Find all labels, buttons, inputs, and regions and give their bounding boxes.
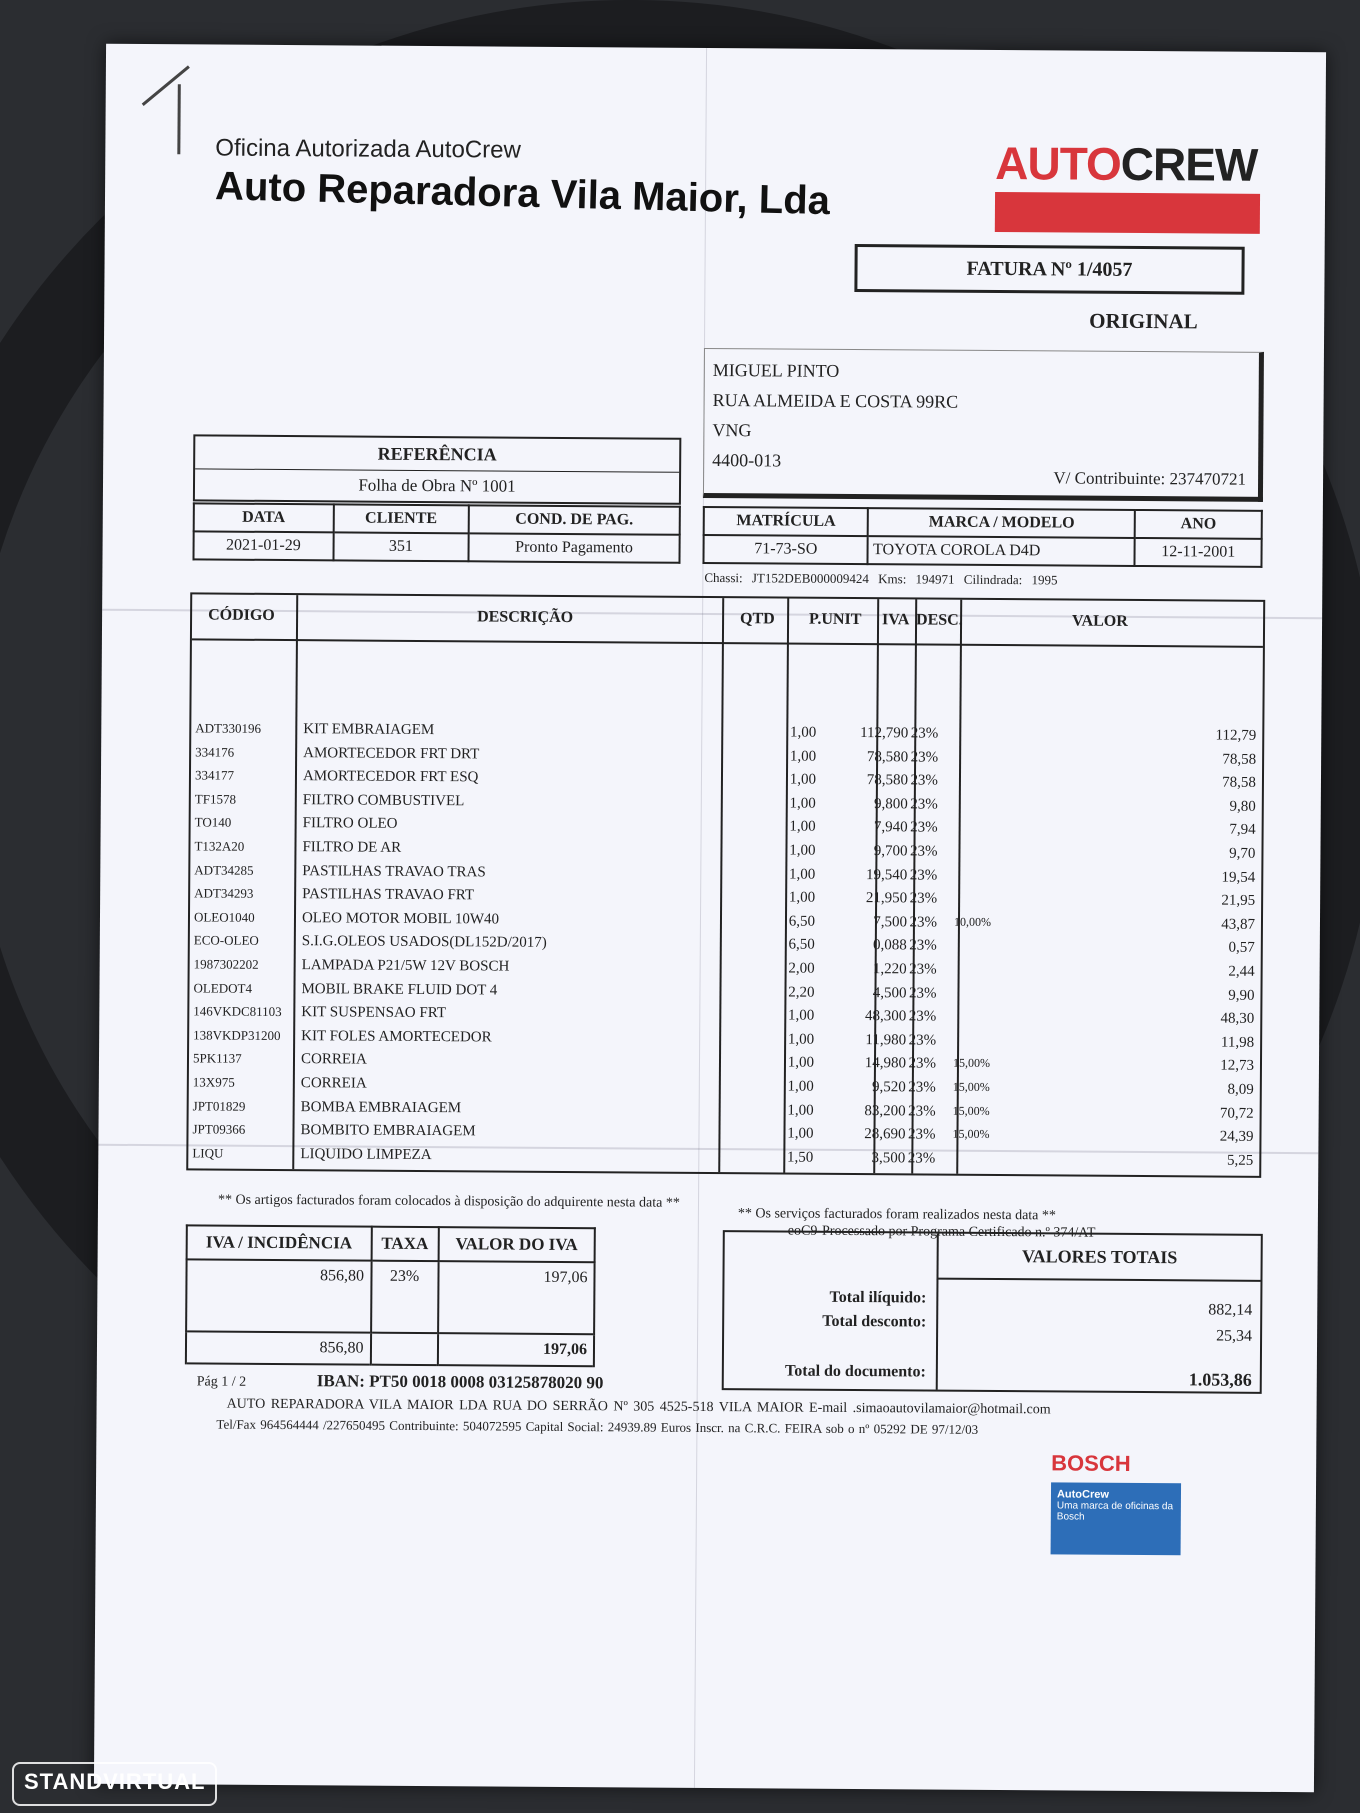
autocrew-logo (995, 136, 1266, 234)
item-code: 13X975 (192, 1074, 235, 1090)
vat-value: 197,06 (438, 1261, 595, 1334)
totals-divider (936, 1278, 939, 1390)
item-value: 8,09 (1227, 1081, 1254, 1098)
item-value: 43,87 (1221, 916, 1256, 933)
item-description: CORREIA (300, 1075, 367, 1092)
item-discount: 15,00% (952, 1079, 990, 1094)
vat-summary-table (185, 1224, 596, 1367)
item-vat: 23% (909, 843, 938, 860)
item-description: FILTRO DE AR (302, 839, 402, 856)
item-value: 70,72 (1219, 1105, 1254, 1122)
item-vat: 23% (909, 961, 937, 978)
item-qty: 2,00 (788, 960, 815, 977)
item-value: 9,90 (1228, 987, 1255, 1004)
item-value: 0,57 (1228, 940, 1255, 957)
totals-box (722, 1230, 1263, 1394)
item-unit-price: 0,088 (873, 937, 907, 954)
item-unit-price: 48,300 (865, 1008, 907, 1025)
footer-registration: Tel/Fax 964564444 /227650495 Contribuinte: 504072595 Capital Social: 24939.89 Euros Inscr. na C.R.C. FEIRA sob o nº 05292 DE 97/12/03 (216, 1416, 979, 1437)
item-value: 21,95 (1221, 892, 1256, 909)
discount-header: DESC. (916, 611, 963, 629)
services-note: ** Os serviços facturados foram realizados nesta data ** (737, 1206, 1056, 1224)
client-contributor: V/ Contribuinte: 237470721 (1053, 468, 1247, 489)
item-code: JPT09366 (192, 1121, 246, 1137)
client-box (703, 348, 1264, 502)
item-unit-price: 14,980 (864, 1055, 907, 1072)
item-unit-price: 112,790 (860, 725, 909, 742)
item-unit-price: 78,580 (866, 748, 909, 765)
item-qty: 1,00 (787, 1102, 814, 1119)
order-payment: Pronto Pagamento (468, 533, 679, 562)
item-vat: 23% (908, 1032, 937, 1049)
item-value: 12,73 (1220, 1057, 1255, 1075)
pencil-mark (142, 65, 190, 106)
item-code: ADT34293 (194, 885, 254, 901)
reference-value: Folha de Obra Nº 1001 (358, 475, 516, 496)
net-total-label: Total ilíquido: (829, 1288, 927, 1307)
footer-address: AUTO REPARADORA VILA MAIOR LDA RUA DO SERRÃO Nº 305 4525-518 VILA MAIOR E-mail .simaoautovilamaior@hotmail.com (226, 1396, 1051, 1418)
item-vat: 23% (909, 890, 938, 907)
item-code: OLEDOT4 (193, 979, 253, 996)
reference-box (193, 434, 681, 504)
item-vat: 23% (910, 819, 938, 836)
item-code: 138VKDP31200 (193, 1027, 281, 1043)
client-header: CLIENTE (333, 504, 469, 533)
model-header: MARCA / MODELO (868, 508, 1135, 538)
item-qty: 1,00 (789, 771, 817, 788)
item-unit-price: 28,690 (864, 1126, 906, 1143)
client-city: VNG (712, 420, 752, 441)
item-description: PASTILHAS TRAVAO TRAS (302, 862, 486, 881)
item-qty: 1,00 (788, 1007, 815, 1024)
logo-auto: AUTO (995, 136, 1121, 190)
item-vat: 23% (908, 1079, 936, 1096)
plate-header: MATRÍCULA (704, 507, 869, 536)
company-name: Auto Reparadora Vila Maior, Lda (214, 164, 831, 224)
item-code: T132A20 (194, 838, 245, 854)
item-description: BOMBITO EMBRAIAGEM (300, 1122, 476, 1140)
vehicle-table (702, 506, 1262, 568)
header-subtitle: Oficina Autorizada AutoCrew (215, 134, 521, 164)
articles-note: ** Os artigos facturados foram colocados à disposição do adquirente nesta data ** (217, 1192, 680, 1211)
order-client: 351 (333, 532, 469, 561)
item-description: OLEO MOTOR MOBIL 10W40 (301, 909, 500, 928)
item-qty: 1,00 (789, 795, 816, 812)
items-table (186, 592, 1265, 1177)
item-vat: 23% (908, 984, 937, 1002)
item-qty: 1,00 (789, 842, 816, 859)
item-description: KIT SUSPENSAO FRT (301, 1004, 447, 1022)
item-description: PASTILHAS TRAVAO FRT (302, 886, 475, 904)
item-discount: 15,00% (952, 1126, 990, 1142)
item-code: LIQU (192, 1145, 224, 1161)
item-discount: 15,00% (952, 1056, 991, 1071)
iban: IBAN: PT50 0018 0008 03125878020 90 (316, 1371, 604, 1393)
item-value: 19,54 (1221, 869, 1256, 886)
item-description: LIQUIDO LIMPEZA (300, 1145, 432, 1163)
item-vat: 23% (910, 748, 939, 766)
item-value: 9,80 (1229, 798, 1256, 815)
totals-title: VALORES TOTAIS (936, 1234, 1260, 1282)
order-table (192, 502, 680, 563)
standvirtual-watermark: STANDVIRTUAL (12, 1762, 217, 1806)
item-unit-price: 9,800 (873, 795, 908, 813)
vat-rate-header: TAXA (371, 1227, 439, 1261)
item-code: OLEO1040 (193, 909, 255, 925)
item-code: ADT34285 (194, 861, 254, 878)
description-header: DESCRIÇÃO (477, 608, 574, 627)
item-description: FILTRO COMBUSTIVEL (302, 791, 465, 810)
net-total: 882,14 (1208, 1301, 1253, 1319)
item-description: CORREIA (300, 1051, 367, 1068)
bosch-badge (1051, 1450, 1182, 1555)
item-value: 2,44 (1228, 963, 1255, 980)
vat-header: IVA (882, 611, 910, 629)
item-discount: 10,00% (953, 914, 992, 929)
item-qty: 2,20 (788, 984, 815, 1001)
date-header: DATA (194, 503, 334, 532)
item-value: 78,58 (1222, 751, 1257, 768)
item-unit-price: 1,220 (872, 961, 907, 978)
item-description: MOBIL BRAKE FLUID DOT 4 (301, 980, 498, 999)
item-code: TF1578 (194, 791, 237, 807)
value-header: VALOR (1072, 612, 1128, 630)
item-vat: 23% (910, 725, 939, 742)
year-header: ANO (1135, 510, 1262, 539)
item-code: 146VKDC81103 (193, 1003, 282, 1020)
item-unit-price: 9,700 (873, 843, 908, 860)
item-unit-price: 21,950 (865, 890, 908, 907)
vat-value-total: 197,06 (438, 1333, 594, 1366)
item-description: LAMPADA P21/5W 12V BOSCH (301, 957, 510, 975)
item-value: 112,79 (1215, 727, 1257, 744)
item-qty: 1,00 (788, 889, 816, 906)
item-unit-price: 19,540 (866, 866, 908, 883)
item-unit-price: 11,980 (865, 1031, 907, 1049)
software-note: eoC9-Processado por Programa Certificado n.º 374/AT (787, 1223, 1096, 1241)
invoice-paper (94, 44, 1326, 1792)
item-description: BOMBA EMBRAIAGEM (300, 1098, 462, 1116)
item-value: 24,39 (1219, 1128, 1254, 1145)
item-vat: 23% (908, 1008, 937, 1025)
client-name: MIGUEL PINTO (712, 360, 840, 381)
page-number: Pág 1 / 2 (196, 1374, 247, 1390)
client-postal: 4400-013 (712, 450, 782, 471)
item-code: 1987302202 (193, 956, 259, 972)
item-qty: 1,50 (787, 1149, 814, 1166)
item-code: 334176 (195, 743, 235, 760)
item-description: KIT EMBRAIAGEM (303, 721, 435, 739)
item-vat: 23% (909, 866, 938, 884)
item-description: KIT FOLES AMORTECEDOR (301, 1027, 492, 1046)
qty-header: QTD (740, 610, 775, 628)
item-unit-price: 7,940 (873, 819, 908, 836)
item-code: 5PK1137 (192, 1050, 242, 1067)
item-value: 11,98 (1220, 1034, 1255, 1051)
bosch-tagline: Uma marca de oficinas da Bosch (1056, 1500, 1174, 1523)
item-qty: 6,50 (788, 913, 816, 930)
reference-title: REFERÊNCIA (195, 436, 679, 472)
item-value: 5,25 (1227, 1152, 1254, 1169)
vehicle-details (704, 570, 1057, 588)
vehicle-displacement: Cilindrada: 1995 (963, 571, 1058, 588)
item-vat: 23% (908, 1102, 936, 1120)
discount-total-label: Total desconto: (822, 1312, 927, 1331)
vat-rate: 23% (371, 1261, 439, 1333)
item-unit-price: 83,200 (864, 1102, 906, 1119)
item-discount: 15,00% (952, 1103, 990, 1118)
item-qty: 1,00 (789, 818, 816, 836)
discount-total: 25,34 (1216, 1327, 1253, 1345)
item-qty: 1,00 (787, 1078, 814, 1095)
vat-base: 856,80 (186, 1259, 371, 1332)
item-description: FILTRO OLEO (302, 815, 398, 833)
item-qty: 6,50 (788, 936, 815, 954)
item-vat: 23% (909, 937, 937, 954)
item-unit-price: 78,580 (866, 772, 909, 789)
items-header (192, 594, 1263, 647)
vehicle-year: 12-11-2001 (1135, 538, 1262, 567)
item-code: ADT330196 (195, 720, 262, 736)
order-date: 2021-01-29 (193, 531, 333, 560)
item-code: ECO-OLEO (193, 932, 259, 949)
vehicle-model: TOYOTA COROLA D4D (868, 536, 1135, 566)
document-total-label: Total do documento: (785, 1362, 926, 1381)
pencil-mark (177, 84, 180, 154)
vehicle-kms: Kms: 194971 (878, 571, 955, 587)
item-unit-price: 4,500 (872, 984, 907, 1001)
vat-base-total: 856,80 (186, 1331, 371, 1364)
client-street: RUA ALMEIDA E COSTA 99RC (712, 390, 959, 412)
item-qty: 1,00 (787, 1031, 815, 1048)
item-code: TO140 (194, 814, 232, 831)
item-code: 334177 (194, 767, 235, 783)
vehicle-chassis: Chassi: JT152DEB000009424 (704, 569, 869, 587)
invoice-copy: ORIGINAL (1089, 308, 1198, 334)
item-unit-price: 9,520 (872, 1079, 906, 1096)
payment-header: COND. DE PAG. (469, 505, 680, 534)
item-description: S.I.G.OLEOS USADOS(DL152D/2017) (301, 933, 547, 952)
vat-base-header: IVA / INCIDÊNCIA (187, 1225, 372, 1260)
item-unit-price: 7,500 (873, 913, 908, 931)
item-value: 78,58 (1222, 774, 1257, 791)
item-qty: 1,00 (787, 1054, 815, 1072)
document-total: 1.053,86 (1188, 1369, 1252, 1390)
item-value: 48,30 (1220, 1010, 1255, 1027)
vat-value-header: VALOR DO IVA (438, 1227, 594, 1262)
logo-crew: CREW (1120, 137, 1258, 191)
item-qty: 1,00 (789, 866, 816, 883)
item-unit-price: 3,500 (871, 1149, 906, 1167)
item-vat: 23% (910, 772, 939, 789)
item-vat: 23% (910, 796, 938, 813)
item-vat: 23% (907, 1126, 936, 1143)
bosch-logo: BOSCH (1051, 1450, 1131, 1476)
bosch-autocrew-box (1051, 1482, 1181, 1555)
item-qty: 1,00 (787, 1125, 814, 1142)
logo-bar (995, 192, 1260, 234)
item-value: 9,70 (1229, 845, 1256, 862)
code-header: CÓDIGO (208, 606, 275, 624)
item-description: AMORTECEDOR FRT DRT (303, 744, 480, 762)
unit-price-header: P.UNIT (809, 610, 862, 629)
item-value: 7,94 (1229, 822, 1256, 839)
item-qty: 1,00 (789, 748, 817, 765)
bosch-brand: AutoCrew (1056, 1488, 1109, 1501)
item-vat: 23% (908, 1055, 937, 1072)
item-vat: 23% (909, 914, 938, 931)
vehicle-plate: 71-73-SO (703, 535, 868, 564)
item-vat: 23% (907, 1150, 936, 1167)
item-qty: 1,00 (789, 724, 817, 741)
item-code: JPT01829 (192, 1097, 246, 1114)
vat-total-blank (370, 1333, 437, 1365)
invoice-number: FATURA Nº 1/4057 (854, 244, 1244, 295)
item-description: AMORTECEDOR FRT ESQ (302, 768, 479, 786)
